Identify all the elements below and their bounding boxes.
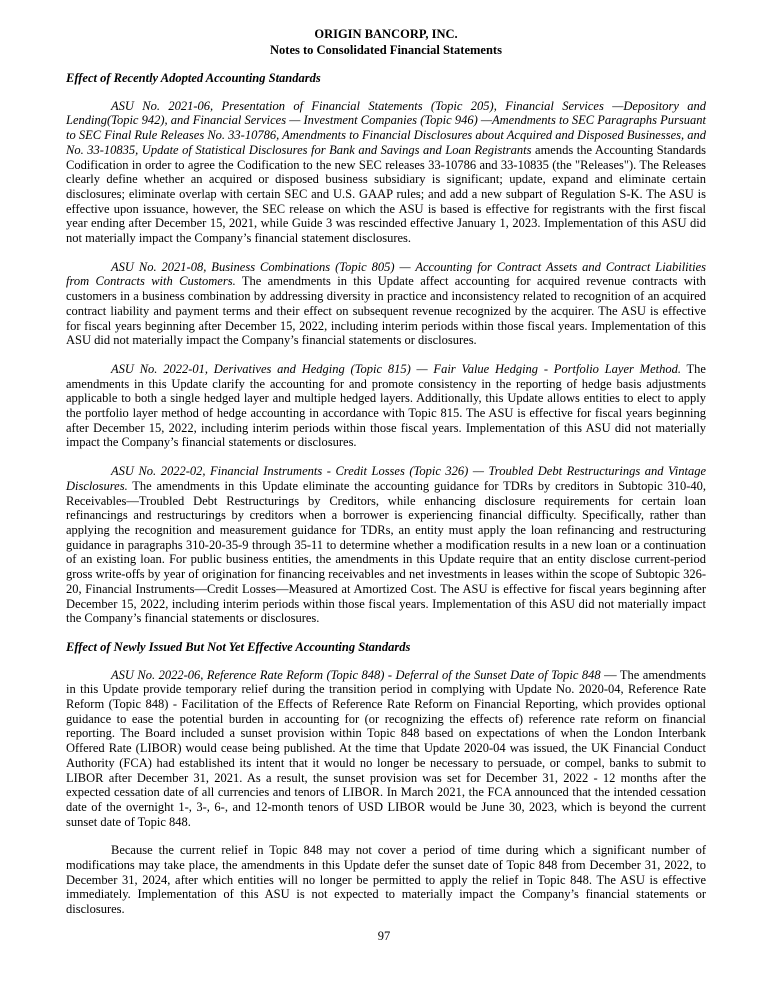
section-heading-newly-issued: Effect of Newly Issued But Not Yet Effective Accounting Standards (66, 639, 411, 654)
asu-2022-06-title: ASU No. 2022-06, Reference Rate Reform (Topic 848) - Deferral of the Sunset Date of Topic 848 (111, 667, 601, 682)
document-header (66, 26, 706, 58)
page-footer (0, 929, 768, 944)
paragraph-asu-2021-06 (66, 99, 706, 246)
section-heading-recently-adopted: Effect of Recently Adopted Accounting Standards (66, 71, 321, 85)
asu-2021-06-title: ASU No. 2021-06, Presentation of Financial Statements (Topic 205), Financial Services —Depository and Lending(Topic 942), and Financial Services — Investment Companies (Topic 946) —Amendments to SEC Paragraphs Pursuant to SEC Final Rule Releases No. 33-10786, Amendments to Financial Disclosures about Acquired and Disposed Businesses, and No. 33-10835, Update of Statistical Disclosures for Bank and Savings and Loan Registrants (66, 98, 706, 157)
document-subtitle: Notes to Consolidated Financial Statements (270, 43, 502, 57)
asu-2022-02-body: The amendments in this Update eliminate the accounting guidance for TDRs by creditors in Subtopic 310-40, Receivables—Troubled Debt Restructurings by Creditors, while enhancing disclosure requirements for certain loan refinancings and restructurings by creditors when a borrower is experiencing financial difficulty. Specifically, rather than applying the recognition and measurement guidance for TDRs, an entity must apply the loan refinancing and restructuring guidance in paragraphs 310-20-35-9 through 35-11 to determine whether a modification results in a new loan or a continuation of an existing loan. For public business entities, the amendments in this Update require that an entity disclose current-period gross write-offs by year of origination for financing receivables and net investments in leases within the scope of Subtopic 326-20, Financial Instruments—Credit Losses—Measured at Amortized Cost. The ASU is effective for fiscal years beginning after December 15, 2022, including interim periods within those fiscal years. Implementation of this ASU did not materially impact the Company’s financial statements or disclosures. (66, 478, 706, 626)
company-name: ORIGIN BANCORP, INC. (314, 27, 458, 41)
topic-848-relief-body: Because the current relief in Topic 848 may not cover a period of time during which a significant number of modifications may take place, the amendments in this Update defer the sunset date of Topic 848 from December 31, 2022, to December 31, 2024, after which entities will no longer be permitted to apply the relief in Topic 848. The ASU is effective immediately. Implementation of this ASU is not expected to materially impact the Company’s financial statements or disclosures. (66, 843, 706, 917)
asu-2022-01-title: ASU No. 2022-01, Derivatives and Hedging (Topic 815) — Fair Value Hedging - Portfolio Layer Method. (111, 361, 681, 376)
asu-2021-08-title: ASU No. 2021-08, Business Combinations (Topic 805) — Accounting for Contract Assets and Contract Liabilities from Contracts with Customers. (66, 259, 706, 289)
asu-2022-02-title: ASU No. 2022-02, Financial Instruments - Credit Losses (Topic 326) — Troubled Debt Restructurings and Vintage Disclosures. (66, 464, 706, 493)
paragraph-asu-2022-06 (66, 668, 706, 830)
paragraph-topic-848-relief (66, 843, 706, 917)
asu-2022-01-body: The amendments in this Update clarify the accounting for and promote consistency in the reporting of hedge basis adjustments applicable to both a single hedged layer and multiple hedged layers. Additionally, this Update allows entities to elect to apply the portfolio layer method of hedge accounting in accordance with Topic 815. The ASU is effective for fiscal years beginning after December 15, 2022, including interim periods within those fiscal years. Implementation of this ASU did not materially impact the Company’s financial statements or disclosures. (66, 361, 706, 450)
asu-2021-06-body: amends the Accounting Standards Codification in order to agree the Codification to the new SEC releases 33-10786 and 33-10835 (the "Releases"). The Releases clearly define whether an acquired or disposed business subsidiary is significant; update, expand and eliminate certain disclosures; eliminate overlap with certain SEC and U.S. GAAP rules; and add a new subpart of Regulation S-K. The ASU is effective upon issuance, however, the SEC release on which the ASU is based is effective for registrants with the first fiscal year ending after December 15, 2021, while Guide 3 was rescinded effective January 1, 2023. Implementation of this ASU did not materially impact the Company’s financial statement disclosures. (66, 142, 706, 246)
paragraph-asu-2022-01 (66, 362, 706, 450)
paragraph-asu-2021-08 (66, 260, 706, 348)
page-number: 97 (377, 929, 391, 943)
asu-2021-08-body: The amendments in this Update affect accounting for acquired revenue contracts with customers in a business combination by addressing diversity in practice and inconsistency related to recognition of an acquired contract liability and payment terms and their effect on subsequent revenue recognized by the acquirer. The ASU is effective for fiscal years beginning after December 15, 2022, including interim periods within those fiscal years. Implementation of this ASU did not materially impact the Company’s financial statements or disclosures. (66, 274, 706, 348)
asu-2022-06-body: — The amendments in this Update provide temporary relief during the transition period in complying with Update No. 2020-04, Reference Rate Reform (Topic 848) - Facilitation of the Effects of Reference Rate Reform on Financial Reporting, which provides optional guidance to ease the potential burden in accounting for (or recognizing the effects of) reference rate reform on financial reporting. The Board included a sunset provision within Topic 848 based on expectations of when the London Interbank Offered Rate (LIBOR) would cease being published. At the time that Update 2020-04 was issued, the UK Financial Conduct Authority (FCA) had established its intent that it would no longer be necessary to persuade, or compel, banks to submit to LIBOR after December 31, 2021. As a result, the sunset provision was set for December 31, 2022 - 12 months after the expected cessation date of all currencies and tenors of LIBOR. In March 2021, the FCA announced that the intended cessation date of the overnight 1-, 3-, 6-, and 12-month tenors of USD LIBOR would be June 30, 2023, which is beyond the current sunset date of Topic 848. (66, 667, 706, 829)
paragraph-asu-2022-02 (66, 464, 706, 626)
